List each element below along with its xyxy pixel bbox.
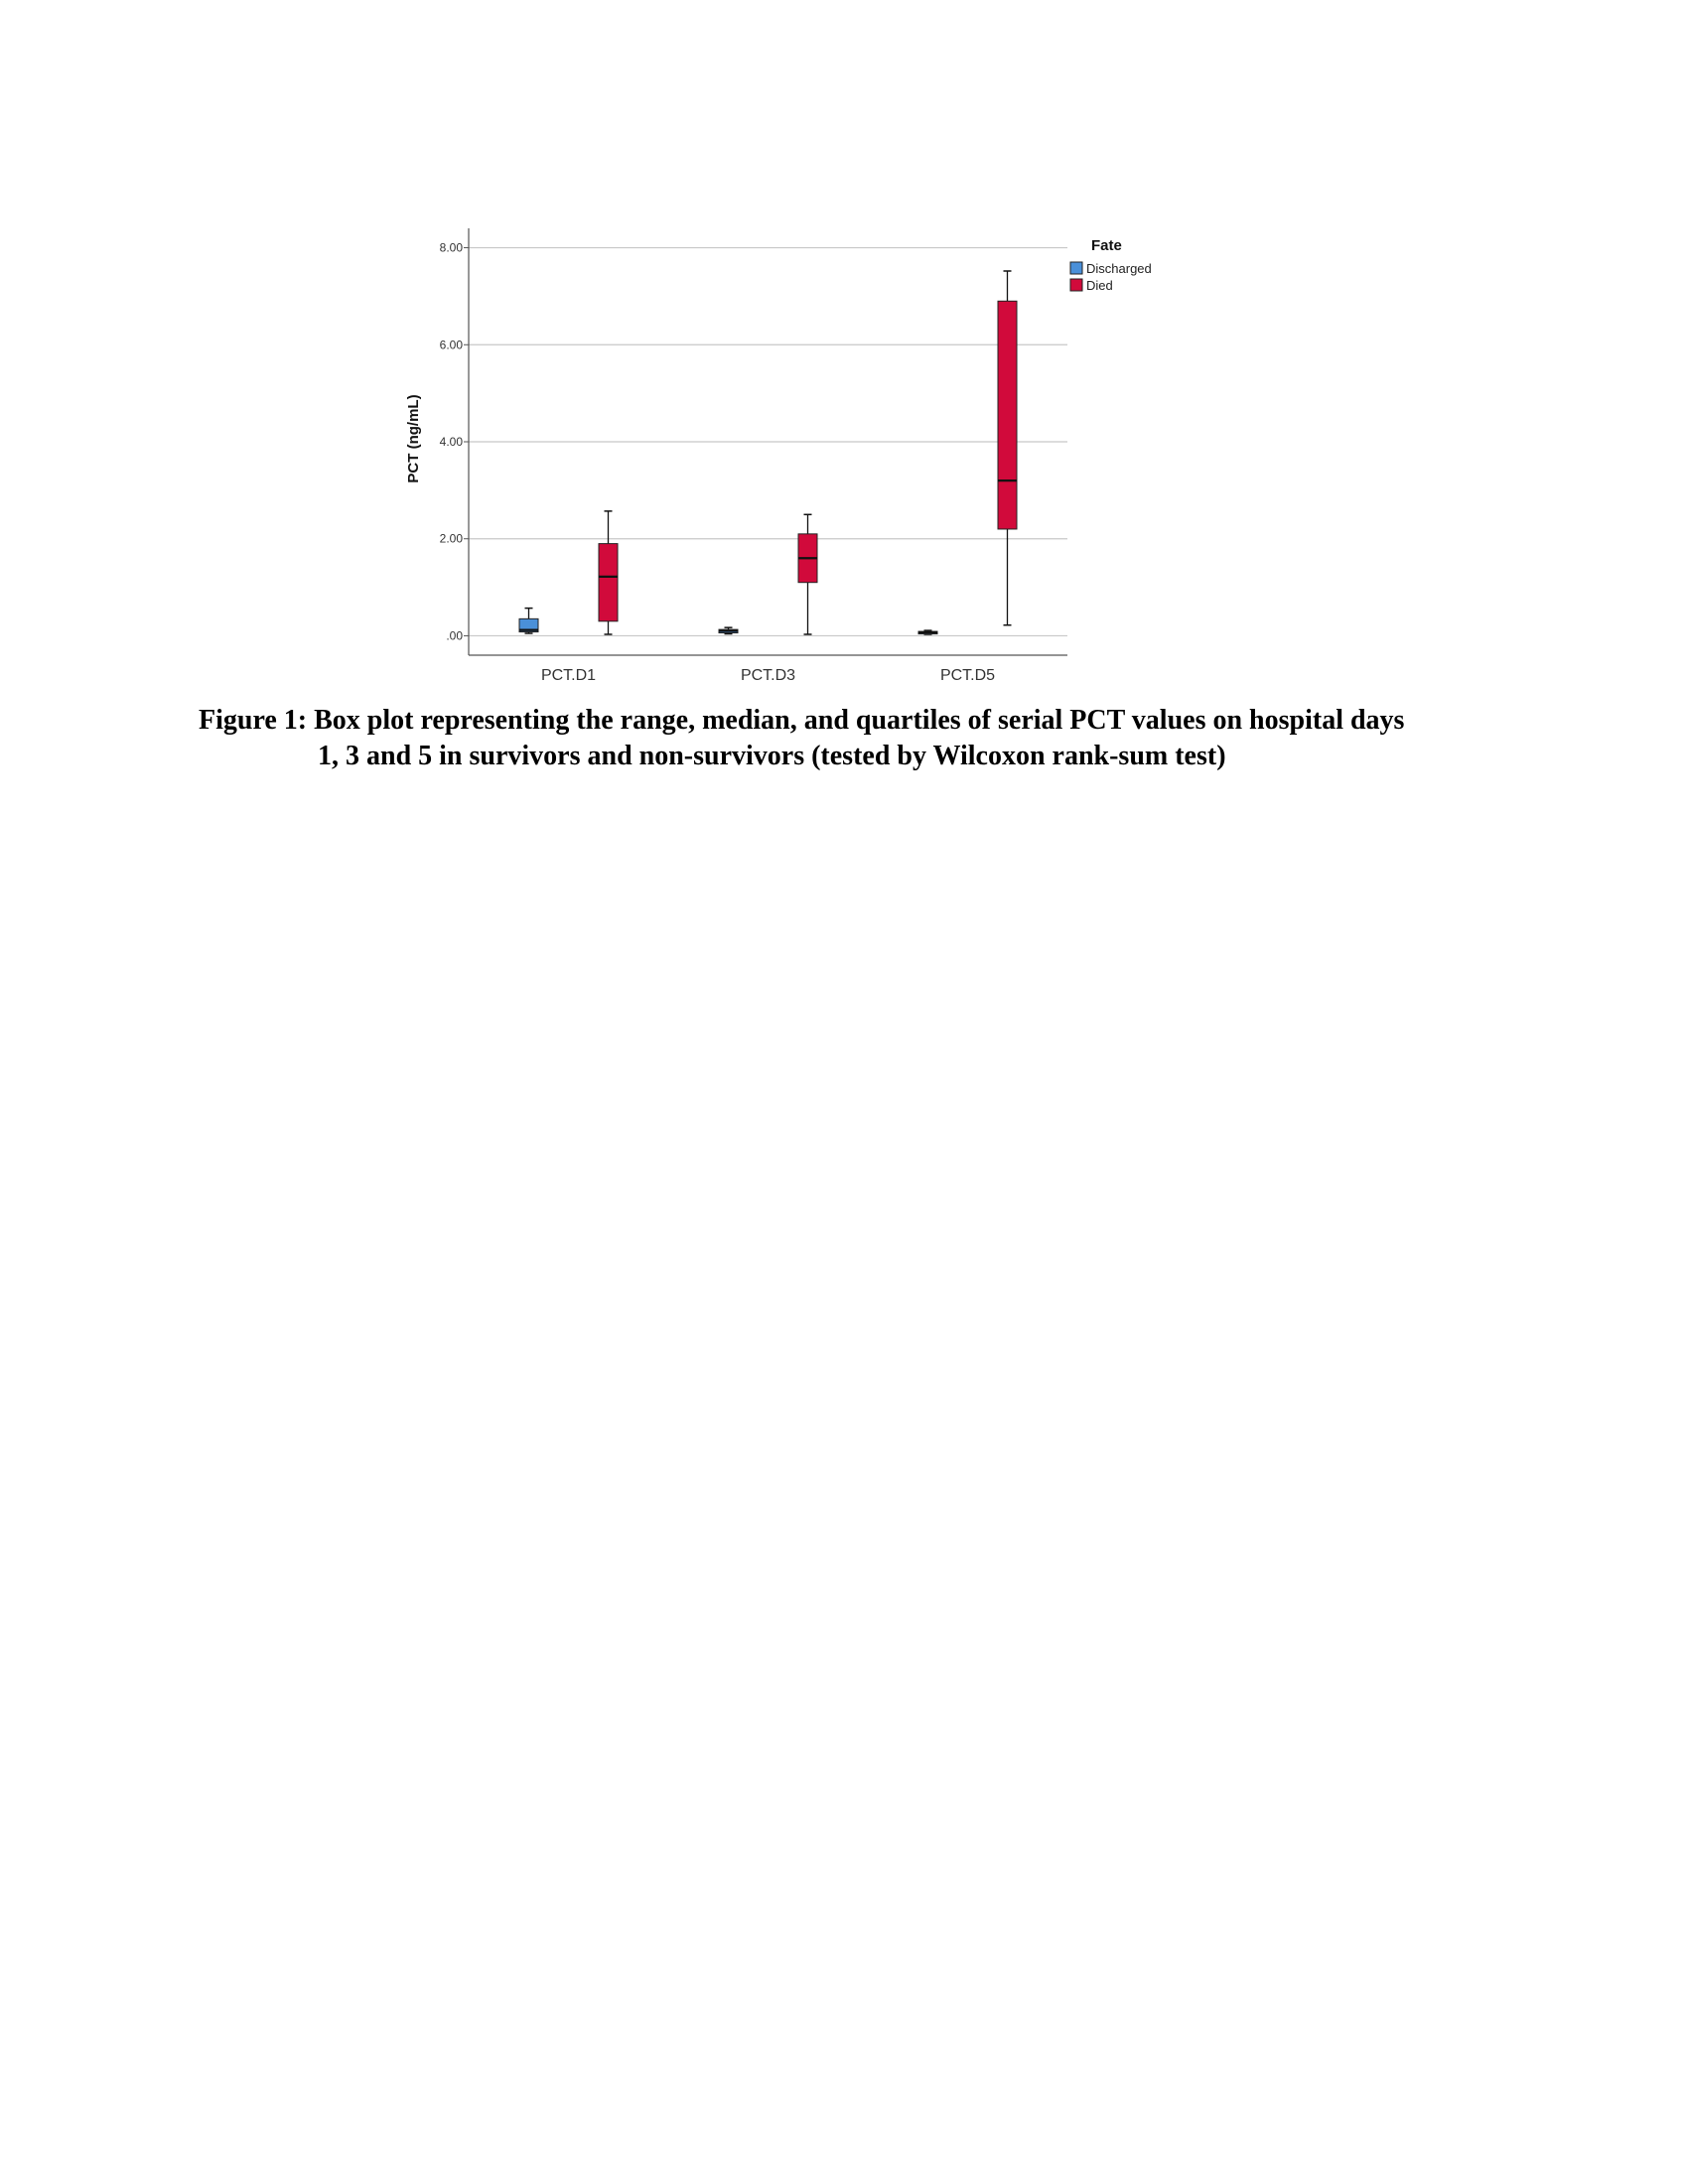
- y-tick-label: .00: [446, 628, 463, 643]
- y-tick-labels: [440, 241, 469, 643]
- y-axis-label: PCT (ng/mL): [405, 394, 422, 483]
- y-tick-label: 4.00: [439, 435, 463, 449]
- y-tick-label: 8.00: [439, 240, 463, 255]
- y-tick-label: 2.00: [439, 531, 463, 546]
- y-tick-label: 6.00: [439, 338, 463, 352]
- box-died-pct-d5: [998, 271, 1017, 625]
- box-discharged-pct-d3: [719, 627, 738, 633]
- box-iqr: [599, 544, 618, 621]
- legend-title: Fate: [1091, 237, 1122, 254]
- x-category-labels: [541, 667, 995, 684]
- x-category-label: PCT.D3: [740, 667, 796, 684]
- legend-label: Discharged: [1086, 261, 1152, 276]
- caption-line-2: 1, 3 and 5 in survivors and non-survivors (tested by Wilcoxon rank-sum test): [318, 741, 1226, 771]
- box-iqr: [998, 301, 1017, 529]
- x-category-label: PCT.D1: [540, 667, 597, 684]
- box-plot-chart: [0, 0, 1688, 715]
- legend-label: Died: [1086, 278, 1113, 293]
- figure-caption: [199, 703, 1489, 774]
- boxes: [519, 271, 1017, 634]
- legend-swatch: [1070, 262, 1082, 274]
- legend-swatch: [1070, 279, 1082, 291]
- gridlines: [469, 248, 1067, 636]
- box-discharged-pct-d5: [918, 630, 937, 634]
- box-died-pct-d1: [599, 511, 618, 634]
- box-died-pct-d3: [798, 514, 817, 634]
- box-discharged-pct-d1: [519, 609, 538, 633]
- x-category-label: PCT.D5: [939, 667, 996, 684]
- legend: [1070, 237, 1152, 293]
- caption-line-1: Figure 1: Box plot representing the range, median, and quartiles of serial PCT values on hospital days: [199, 705, 1405, 736]
- legend-items: [1070, 261, 1152, 293]
